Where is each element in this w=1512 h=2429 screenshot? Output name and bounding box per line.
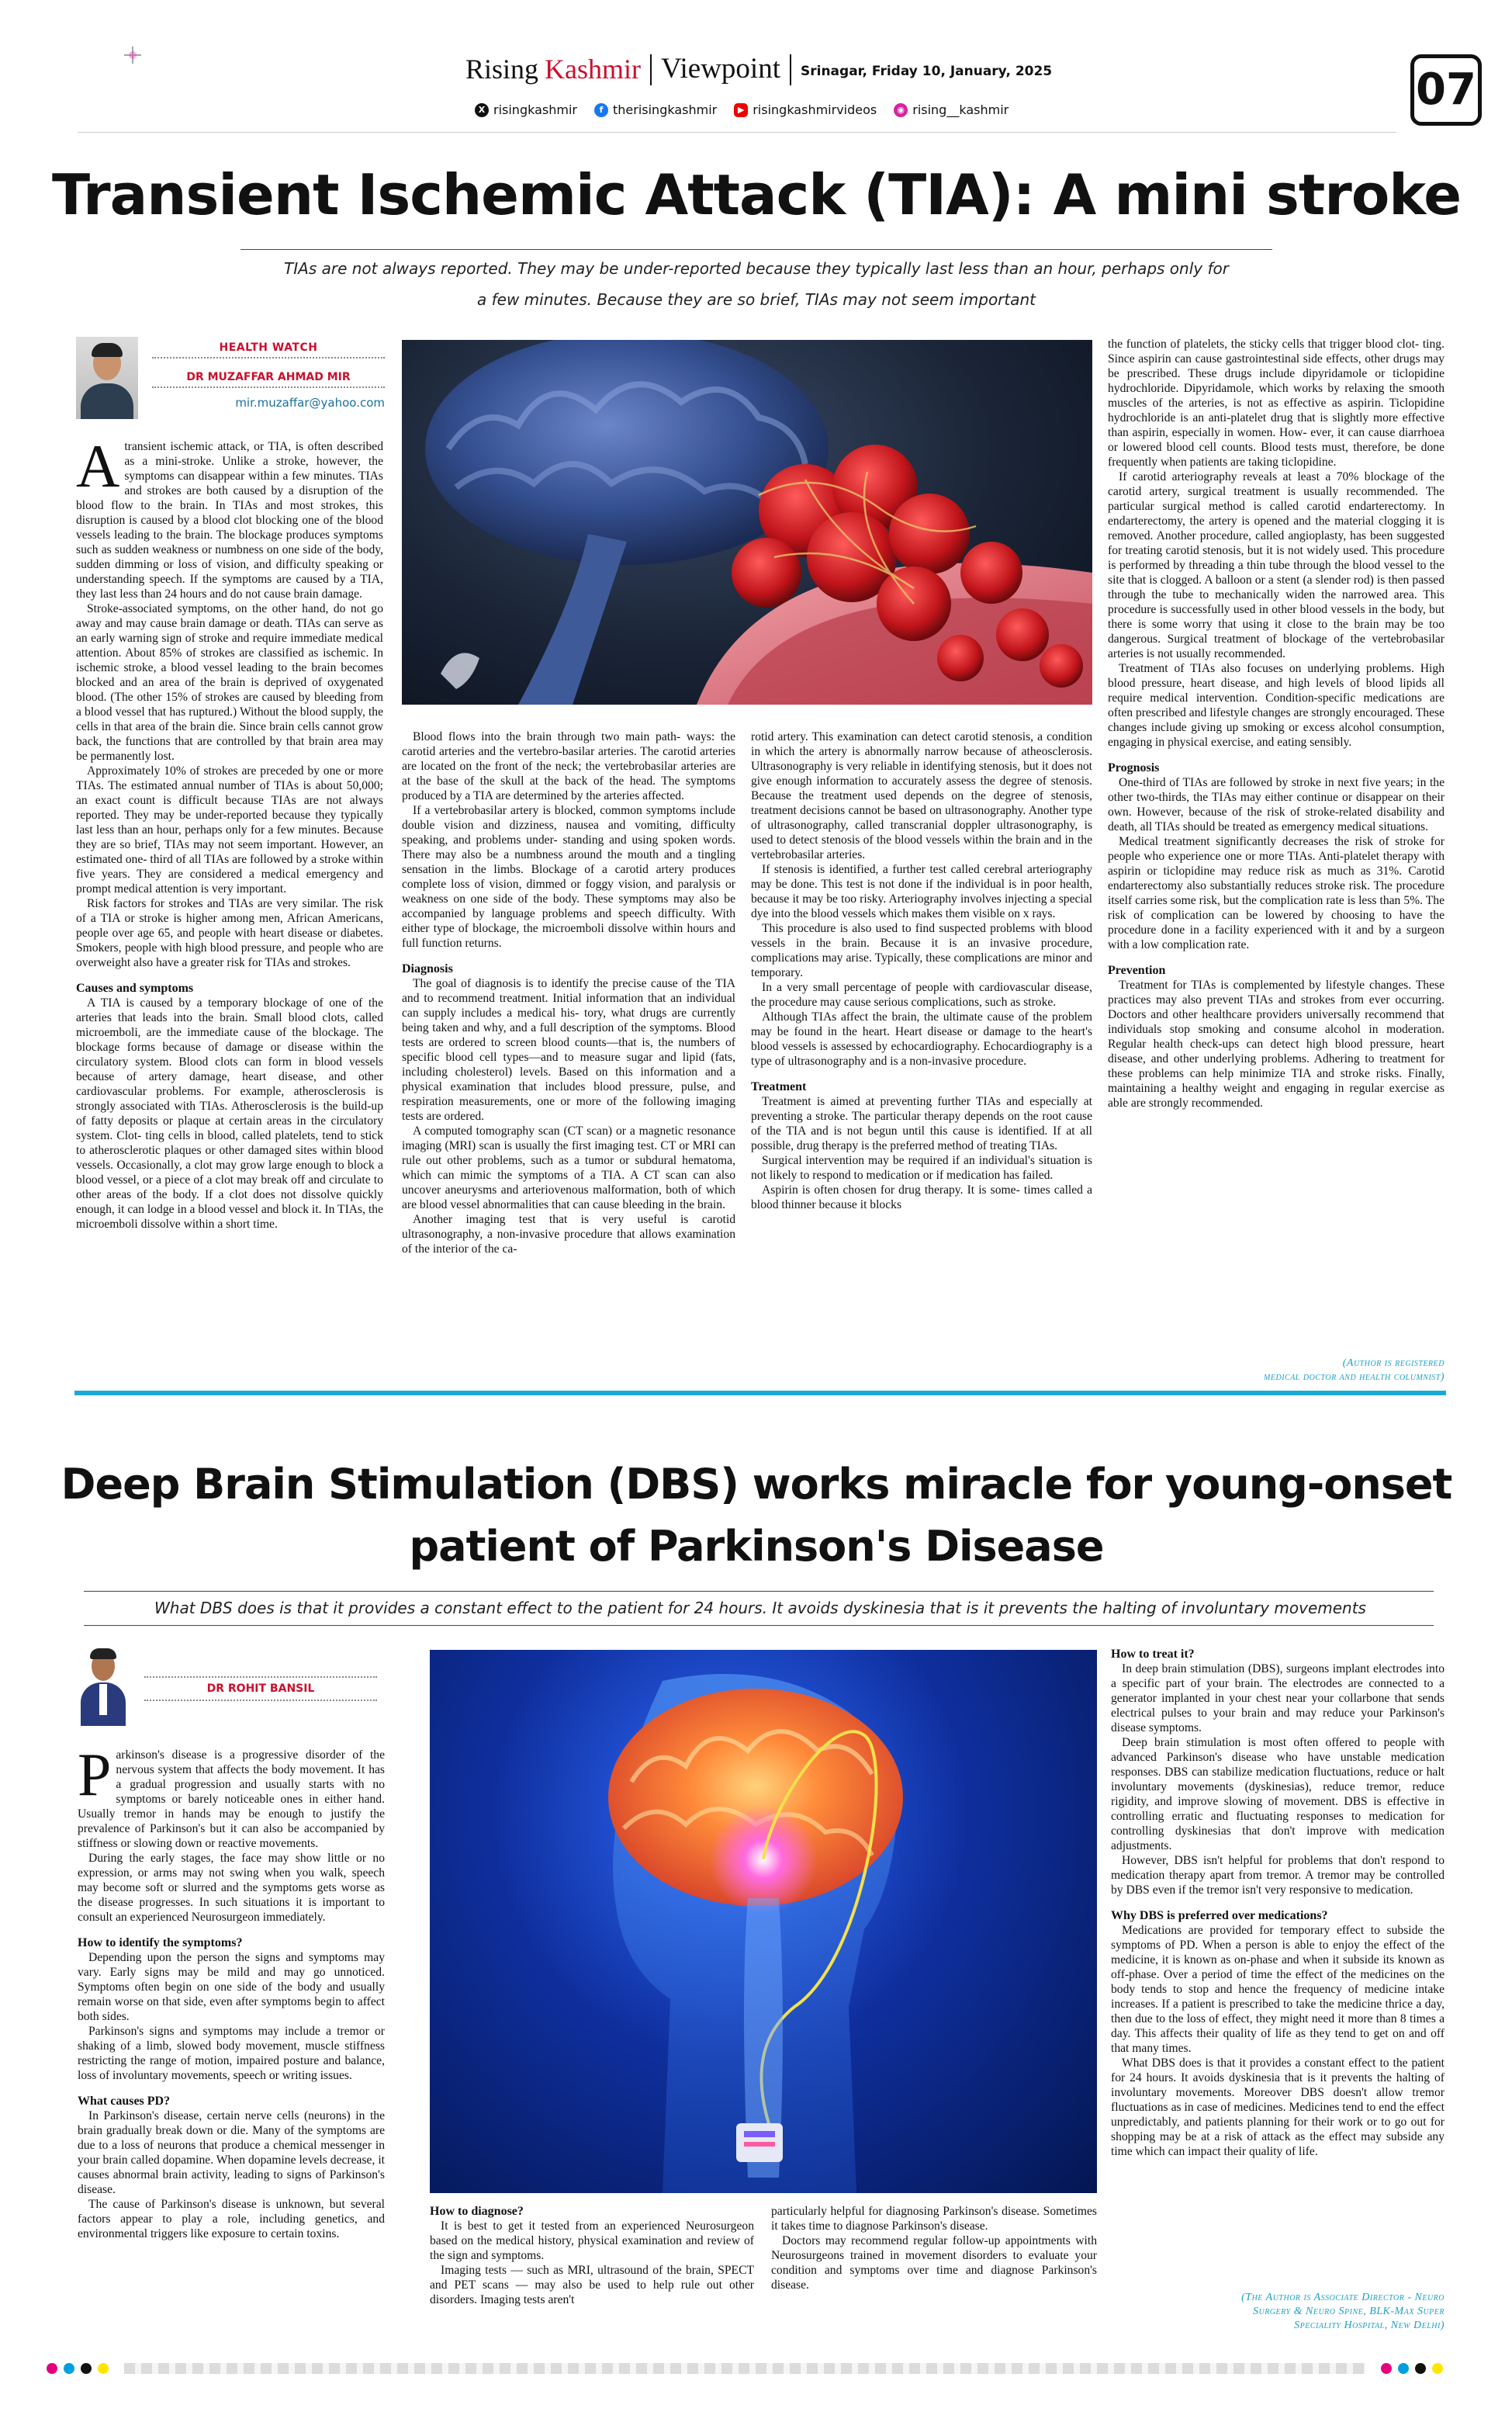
standfirst-rule-top: [240, 249, 1272, 250]
author2-rule-top: [144, 1676, 377, 1678]
brand-kashmir: Kashmir: [545, 54, 642, 85]
article2-standfirst-rule-bottom: [84, 1625, 1434, 1626]
article1-col2: [402, 729, 735, 1397]
article1-credit: [1108, 1357, 1445, 1384]
article1-col2-para-0: Blood flows into the brain through two main path- ways: the carotid arteries and the vertebro-basilar arteries. The carotid arteries are located on the front of the neck; the vertebrobasilar arteries are at the base of the skull at the back of the head. The symptoms produced by a TIA are determined by the arteries affected.: [402, 730, 735, 802]
article2-col4-treat-2: However, DBS isn't helpful for problems that don't respond to medication therapy apart from tremor. A tremor may be controlled by DBS even if the tremor isn't very responsive to medication.: [1111, 1854, 1445, 1897]
article2-col4-why-0: Medications are provided for temporary effect to subside the symptoms of PD. When a person is able to enjoy the effect of the medicine, it is known as on-phase and when it subside its known as off-phase. Over a period of time the effect of the medicines on the body tends to stop and hence the frequency of medicine intake increases. If a patient is prescribed to take the medicine thrice a day, then due to the loss of effect, they might need it more than 8 times a day. This affects their quality of life as they tend to get on and off that many times.: [1111, 1924, 1445, 2055]
article2-credit-line2: Surgery & Neuro Spine, BLK-Max Super: [1252, 2306, 1445, 2317]
masthead-rule: [78, 132, 1396, 133]
subhead-prevention: Prevention: [1108, 964, 1166, 977]
subhead-causes: Causes and symptoms: [76, 982, 194, 995]
article1-col3: [751, 729, 1092, 1397]
article1-kicker: HEALTH WATCH: [219, 341, 318, 354]
article1-col1-para-2: Approximately 10% of strokes are preceded by one or more TIAs. The estimated annual number of TIAs is about 50,000; an exact count is difficult because TIAs are not always reported. They may be under-reported because they typically last less than an hour, perhaps only for a few minutes. Because they are so brief, TIAs may not seem important. However, an estimated one- third of all TIAs are followed by a stroke within five years. They are considered a medical emergency and prompt medical attention is very important.: [76, 764, 383, 896]
article1-col1-causes-0: A TIA is caused by a temporary blockage of one of the arteries that leads into the brain. Small blood clots, called microemboli, are the immediate cause of the blockage. The blockage forms because of damage or disease within the circulatory system. Blood clots can form in blood vessels because of artery damage, heart disease, and other cardiovascular problems. For example, atherosclerosis is strongly associated with TIAs. Atherosclerosis is the build-up of fatty deposits or plaque at certain areas in the circulatory system. Clot- ting cells in blood, called platelets, tend to stick to atherosclerotic plaques or other damaged sites within blood vessels. Occasionally, a clot may grow large enough to block a blood vessel, or a piece of a clot may break off and circulate to other areas of the body. If a clot does not dissolve quickly enough, it can lodge in a blood vessel and block it. In TIAs, the microemboli dissolve within a short time.: [76, 996, 383, 1231]
article2-headline-line1: Deep Brain Stimulation (DBS) works miracle for young-onset: [61, 1460, 1452, 1509]
article1-col3-treat-0: Treatment is aimed at preventing further TIAs and especially at preventing a stroke. The particular therapy depends on the root cause of the TIA and is not begun until this cause is identified. If at all possible, drug therapy is the preferred method of treating TIAs.: [751, 1095, 1092, 1152]
article2-col4-why-1: What DBS does is that it provides a constant effect to the patient for 24 hours. It avoids dyskinesia that is it prevents the halting of involuntary movements. Moreover DBS doesn't allow tremor fluctuations as in case of medicines. Medicines tend to end the effect unpredictably, and patients planning for their work or to go out for shopping may be at a risk of attack as the effect may subside any time which can impact their quality of life.: [1111, 2057, 1445, 2158]
masthead-brand: [465, 51, 1052, 85]
article1-col3-para-0: rotid artery. This examination can detect carotid stenosis, a condition in which the artery is abnormally narrow because of atheosclerosis. Ultrasonography is very reliable in identifying stenosis, but it does not give enough information to accurately assess the degree of stenosis. Because the treatment used depends on the degree of stenosis, treatment decisions cannot be based on ultrasonography. Another type of ultrasonography, called transcranial doppler ultrasonography, is used to detect stenosis of the blood vessels within the brain and in the vertebrobasilar arteries.: [751, 730, 1092, 861]
article2-col4-treat-1: Deep brain stimulation is most often offered to people with advanced Parkinson's disease who have unstable medication responses. DBS can stabilize medication fluctuations, reduce or halt involuntary movements (dyskinesias), reduce tremor, reduce rigidity, and improve slowing of movement. DBS is effective in controlling erratic and fluctuating responses to medication for controlling dyskinesias that don't improve with medication adjustments.: [1111, 1736, 1445, 1852]
article2-credit-line1: (The Author is Associate Director - Neuro: [1241, 2292, 1445, 2303]
article2-col3: [771, 2204, 1097, 2336]
author2-rule-bottom: [144, 1700, 377, 1701]
subhead-diagnose: How to diagnose?: [430, 2205, 524, 2218]
brand-rising: Rising: [465, 54, 539, 85]
author2-photo: [78, 1645, 129, 1726]
article2-col1-para-0: Parkinson's disease is a progressive disorder of the nervous system that affects the body movement. It has a gradual progression and usually starts with no symptoms or barely noticeable ones in either hand. Usually tremor in hands may be enough to justify the prevalence of Parkinson's but it can also be accompanied by stiffness or slowing down or reactive movements.: [78, 1748, 385, 1850]
instagram-icon: ◉: [894, 103, 908, 117]
article2-col1-ident-0: Depending upon the person the signs and symptoms may vary. Early signs may be mild and may go unnoticed. Symptoms often begin on one side of the body and usually remain worse on that side, even after symptoms begin to affect both sides.: [78, 1951, 385, 2023]
print-color-strip: [47, 2361, 1466, 2376]
article2-col2: [430, 2204, 754, 2336]
article1-bottom-rule: [74, 1391, 1446, 1395]
article1-col2-para-1: If a vertebrobasilar artery is blocked, common symptoms include double vision and dizziness, nausea and vomiting, difficulty speaking, and problems under- standing and using spoken words. There may also be a numbness around the mouth and a tingling sensation in the limbs. Blockage of a carotid artery produces complete loss of vision, dimmed or foggy vision, and paralysis or weakness on one side of the body. These symptoms may also be accompanied by language problems and speech difficulty. With either type of blockage, the microemboli dissolve within hours and full function returns.: [402, 804, 735, 950]
subhead-identify: How to identify the symptoms?: [78, 1936, 243, 1949]
article1-headline: Transient Ischemic Attack (TIA): A mini stroke: [51, 162, 1462, 227]
article1-col4-para-2: Treatment of TIAs also focuses on underlying problems. High blood pressure, heart disease, and high levels of blood lipids all require medical intervention. Condition-specific medications are often prescribed and lifestyle changes are strongly encouraged. These changes include giving up smoking or excess alcohol consumption, engaging in physical exercise, and eating sensibly.: [1108, 662, 1445, 749]
article2-col1-causes-1: The cause of Parkinson's disease is unknown, but several factors appear to play a role, including genetics, and environmental triggers like exposure to certain toxins.: [78, 2198, 385, 2240]
article2-col1-causes-0: In Parkinson's disease, certain nerve cells (neurons) in the brain gradually break down or die. Many of the symptoms are due to a loss of neurons that produce a chemical messenger in your brain called dopamine. When dopamine levels decrease, it causes abnormal brain activity, leading to signs of Parkinson's disease.: [78, 2109, 385, 2196]
social-instagram[interactable]: ◉ rising__kashmir: [894, 102, 1009, 117]
social-facebook[interactable]: f therisingkashmir: [594, 102, 717, 117]
article1-standfirst-line2: a few minutes. Because they are so brief, TIAs may not seem important: [476, 290, 1036, 309]
article2-col1-para-1: During the early stages, the face may show little or no expression, or arms may not swing when you walk, speech may become soft or slurred and the symptoms gets worse as the disease progresses. In such situations it is important to consult an experienced Neurosurgeon immediately.: [78, 1852, 385, 1924]
article2-col3-para-1: Doctors may recommend regular follow-up appointments with Neurosurgeons trained in movement disorders to evaluate your condition and symptoms over time and diagnose Parkinson's disease.: [771, 2234, 1097, 2292]
article1-author: DR MUZAFFAR AHMAD MIR: [186, 371, 351, 383]
article1-standfirst-line1: TIAs are not always reported. They may be under-reported because they typically last less than an hour, perhaps only for: [284, 259, 1229, 278]
article1-col3-para-4: Although TIAs affect the brain, the ultimate cause of the problem may be found in the heart. Heart disease or damage to the heart's blood vessels is assessed by echocardiography. Echocardiography is a type of ultrasonography and is a non-invasive procedure.: [751, 1010, 1092, 1068]
article1-col3-para-1: If stenosis is identified, a further test called cerebral arteriography may be done. This test is not done if the individual is in poor health, because it may be too risky. Arteriography involves injecting a special dye into the blood vessels which makes them visible on x rays.: [751, 863, 1092, 920]
page-number: 07: [1410, 54, 1482, 126]
article2-col1-ident-1: Parkinson's signs and symptoms may include a tremor or shaking of a limb, slowed body movement, muscle stiffness restricting the range of motion, impaired posture and balance, loss of involuntary movements, speech or writing issues.: [78, 2025, 385, 2082]
article2-col2-diag-1: Imaging tests — such as MRI, ultrasound of the brain, SPECT and PET scans — may also be used to help rule out other disorders. Imaging tests aren't: [430, 2264, 754, 2306]
social-youtube[interactable]: ▶ risingkashmirvideos: [734, 102, 877, 117]
article1-col2-diag-2: Another imaging test that is very useful is carotid ultrasonography, a non-invasive procedure that allows examination of the interior of the ca-: [402, 1213, 735, 1256]
article1-col4-prog-1: Medical treatment significantly decreases the risk of stroke for people who experience one or more TIAs. Anti-platelet therapy with aspirin or ticlopidine may reduce risk as much as 31%. Carotid endarterectomy also substantially reduces stroke risk. The procedure itself carries some risk, but the complication rate is less than 5%. The risk of complication can be lowered by choosing to have the procedure done in a facility experienced with it and by a surgeon with a low complication rate.: [1108, 835, 1445, 951]
subhead-diagnosis: Diagnosis: [402, 962, 453, 975]
article1-col1-para-1: Stroke-associated symptoms, on the other hand, do not go away and may cause brain damage or death. TIAs can serve as an early warning sign of stroke and require immediate medical attention. About 85% of strokes are classified as ischemic. In ischemic stroke, a blood vessel leading to the brain becomes blocked and an area of the brain is deprived of oxygenated blood. (The other 15% of strokes are caused by bleeding from a blood vessel that has ruptured.) Without the blood supply, the cells in that area of the brain die. Since brain cells cannot grow back, the functions that are controlled by that brain area may be permanently lost.: [76, 602, 383, 763]
article2-headline-line2: patient of Parkinson's Disease: [409, 1522, 1104, 1571]
article2-col1: [78, 1748, 385, 2337]
article1-col3-para-2: This procedure is also used to find suspected problems with blood vessels in the brain. Because it is an invasive procedure, complications may arise. Typically, these complications are minor and temporary.: [751, 922, 1092, 979]
article1-col1-para-3: Risk factors for strokes and TIAs are very similar. The risk of a TIA or stroke is higher among men, African Americans, people over age 65, and people with heart disease or diabetes. Smokers, people with high blood pressure, and people who are overweight also have a greater risk for TIAs and strokes.: [76, 897, 383, 969]
article2-col4-treat-0: In deep brain stimulation (DBS), surgeons implant electrodes into a specific part of your brain. The electrodes are connected to a generator implanted in your chest near your collarbone that sends electrical pulses to your brain and may reduce your Parkinson's disease symptoms.: [1111, 1662, 1445, 1734]
article1-credit-line2: medical doctor and health columnist): [1264, 1371, 1445, 1383]
x-icon: X: [475, 103, 489, 117]
subhead-treat: How to treat it?: [1111, 1648, 1195, 1661]
article1-col4-prev-0: Treatment for TIAs is complemented by lifestyle changes. These practices may also prevent TIAs and strokes from ever occurring. Doctors and other healthcare providers universally recommend that individuals stop smoking and consume alcohol in moderation. Regular health check-ups can detect high blood pressure, heart disease, and other underlying problems. Adhering to treatment for these problems can help minimize TIA and stroke risks. Finally, maintaining a healthy weight and engaging in regular exercise as able are strongly recommended.: [1108, 979, 1445, 1110]
dateline: Srinagar, Friday 10, January, 2025: [801, 64, 1053, 79]
subhead-what-causes: What causes PD?: [78, 2095, 171, 2108]
article1-col4-para-0: the function of platelets, the sticky cells that trigger blood clot- ting. Since aspirin can cause gastrointestinal side effects, other drugs may be prescribed. These drugs include dipyridamole or ticlopidine hydrochloride. Dipyridamole, which works by relaxing the smooth muscles of the arteries, is not as effective as aspirin. Ticlopidine hydrochloride is an anti-platelet drug that is slightly more effective than aspirin, especially in women. How- ever, it can cause diarrhoea or lowered blood cell counts. Blood tests must, therefore, be done frequently when patients are taking ticlopidine.: [1108, 338, 1445, 469]
youtube-icon: ▶: [734, 103, 748, 117]
author1-photo: [76, 337, 138, 419]
article2-standfirst-rule: [84, 1591, 1434, 1592]
article1-col3-treat-1: Surgical intervention may be required if an individual's situation is not likely to respond to medication or if medication has failed.: [751, 1154, 1092, 1182]
subhead-prognosis: Prognosis: [1108, 761, 1160, 774]
section-name: Viewpoint: [661, 53, 780, 85]
article2-col3-para-0: particularly helpful for diagnosing Parkinson's disease. Sometimes it takes time to diagnose Parkinson's disease.: [771, 2205, 1097, 2233]
article1-col2-diag-0: The goal of diagnosis is to identify the precise cause of the TIA and to recommend treatment. Initial information that an individual can supply includes a medical his- tory, what drugs are currently being taken and why, and a full description of the symptoms. Blood tests are ordered to screen blood counts—that is, the numbers of specific blood cell types—and to measure sugar and lipid (fats, including cholesterol) levels. Based on this information and a physical examination that includes blood pressure, pulse, and respiration measurements, one or more of the following imaging tests are ordered.: [402, 977, 735, 1123]
article1-col3-treat-2: Aspirin is often chosen for drug therapy. It is some- times called a blood thinner because it blocks: [751, 1183, 1092, 1211]
registration-mark: [124, 47, 141, 64]
article2-standfirst: What DBS does is that it provides a constant effect to the patient for 24 hours. It avoids dyskinesia that is it prevents the halting of involuntary movements: [154, 1599, 1366, 1617]
subhead-treatment: Treatment: [751, 1080, 807, 1093]
facebook-icon: f: [594, 103, 608, 117]
subhead-why: Why DBS is preferred over medications?: [1111, 1909, 1328, 1922]
social-x[interactable]: X risingkashmir: [475, 102, 577, 117]
article1-col3-para-3: In a very small percentage of people with cardiovascular disease, the procedure may cause serious complications, such as stroke.: [751, 981, 1092, 1009]
kicker-rule: [152, 357, 385, 359]
author-rule: [152, 386, 385, 388]
article2-author: DR ROHIT BANSIL: [206, 1682, 315, 1695]
article1-image: [402, 340, 1092, 705]
article1-col4-para-1: If carotid arteriography reveals at least a 70% blockage of the carotid artery, surgical treatment is usually recommended. The particular surgical method is called carotid endarterectomy. In endarterectomy, the artery is opened and the material clogging it is removed. Another procedure, called angioplasty, has been suggested for treating carotid stenosis, but it is not widely used. This procedure is performed by threading a thin tube through the blood vessel to the site that is clogged. A balloon or a stent (a slender rod) is then passed through the tube to mechanically widen the narrowed area. This procedure is successfully used in other blood vessels in the body, but there is some worry that using it close to the brain may be too dangerous. Surgical treatment of blockage of the vertebrobasilar arteries is not usually recommended.: [1108, 470, 1445, 660]
article1-col1: [76, 439, 383, 1394]
article1-email[interactable]: mir.muzaffar@yahoo.com: [235, 396, 385, 410]
article2-credit-line3: Speciality Hospital, New Delhi): [1294, 2320, 1445, 2331]
article1-col2-diag-1: A computed tomography scan (CT scan) or a magnetic resonance imaging (MRI) scan is usually the first imaging test. CT or MRI can rule out other problems, such as a tumor or subdural hematoma, which can mimic the symptoms of a TIA. A CT scan can also uncover aneurysms and arteriovenous malformation, both of which are blood vessel abnormalities that can cause bleeding in the brain.: [402, 1124, 735, 1211]
article2-col4: [1111, 1647, 1445, 2314]
article2-credit: [1111, 2291, 1445, 2333]
article1-col4-prog-0: One-third of TIAs are followed by stroke in next five years; in the other two-thirds, the TIAs may either continue or disappear on their own. However, because of the risk of stroke-related disability and death, all TIAs should be treated as emergency medical situations.: [1108, 776, 1445, 833]
article2-image: [430, 1650, 1097, 2193]
social-bar: [475, 102, 1009, 117]
article1-credit-line1: (Author is registered: [1342, 1357, 1445, 1369]
article1-col1-para-0: A transient ischemic attack, or TIA, is often described as a mini-stroke. Unlike a stroke, however, the symptoms can disappear within a few minutes. TIAs and strokes are both caused by a disruption of the blood flow to the brain. In TIAs and most strokes, this disruption is caused by a blood clot blocking one of the blood vessels leading to the brain. The blockage produces symptoms such as sudden weakness or numbness on one side of the body, sudden dimming or loss of vision, and difficulty speaking or understanding speech. If the symptoms are caused by a TIA, they last less than 24 hours and do not cause brain damage.: [76, 439, 383, 601]
article2-col2-diag-0: It is best to get it tested from an experienced Neurosurgeon based on the medical history, physical examination and review of the sign and symptoms.: [430, 2219, 754, 2262]
article1-col4: [1108, 337, 1445, 1352]
